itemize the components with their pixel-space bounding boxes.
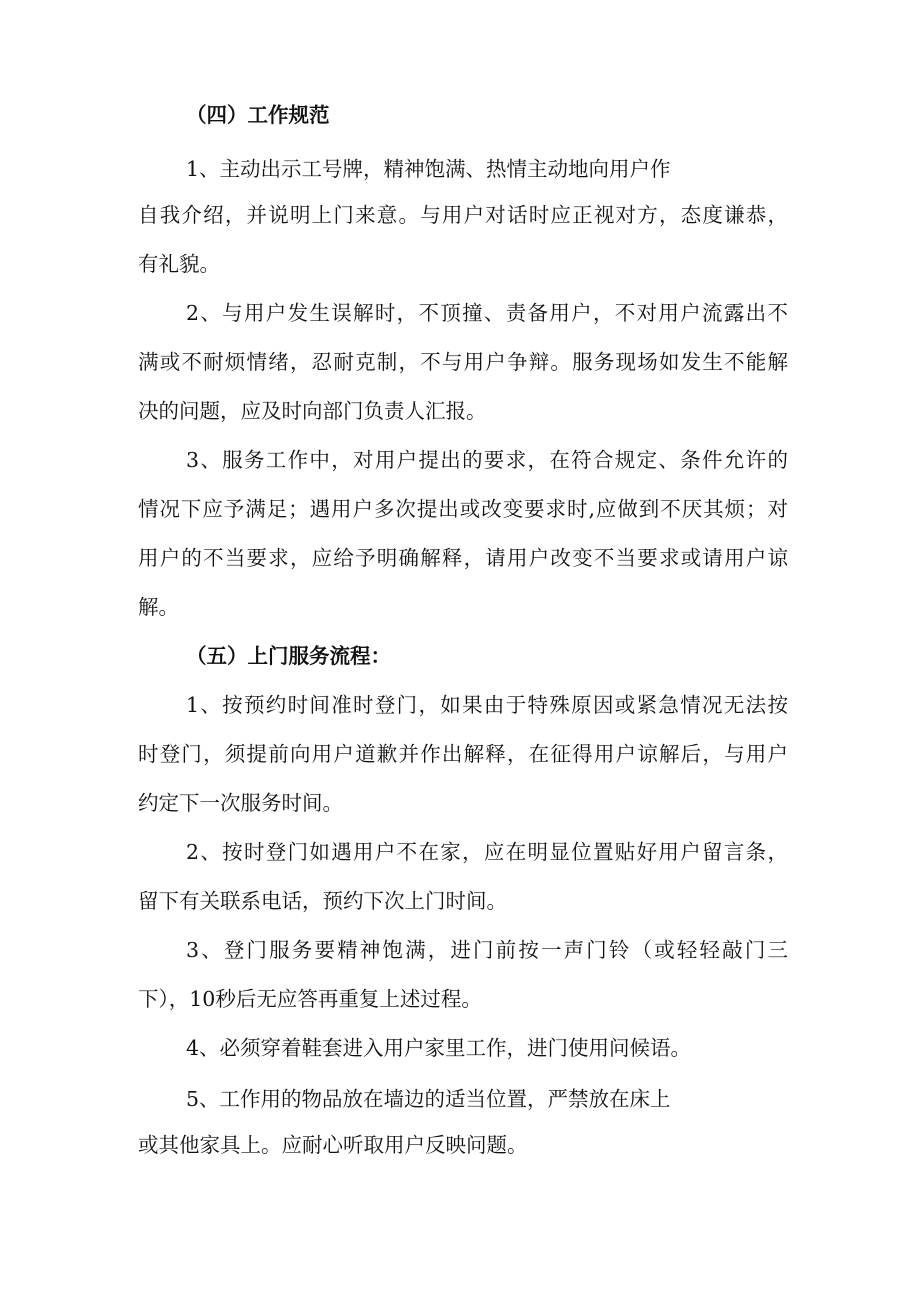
paragraph-line: 有礼貌。 (138, 252, 220, 276)
section-heading-work-standards: （四）工作规范 (186, 103, 330, 127)
paragraph-line: 3、登门服务要精神饱满，进门前按一声门铃（或轻轻敲门三 (186, 938, 788, 962)
paragraph-line: 解。 (138, 595, 179, 619)
paragraph-line: 下），10秒后无应答再重复上述过程。 (138, 987, 482, 1011)
paragraph-line: 2、与用户发生误解时，不顶撞、责备用户，不对用户流露出不 (186, 301, 788, 325)
paragraph-line: 决的问题，应及时向部门负责人汇报。 (138, 399, 487, 423)
paragraph-line: 自我介绍，并说明上门来意。与用户对话时应正视对方，态度谦恭， (138, 203, 788, 227)
paragraph-line: 时登门，须提前向用户道歉并作出解释，在征得用户谅解后，与用户 (138, 742, 788, 766)
paragraph-line: 用户的不当要求，应给予明确解释，请用户改变不当要求或请用户谅 (138, 546, 788, 570)
paragraph-line: 情况下应予满足；遇用户多次提出或改变要求时,应做到不厌其烦；对 (138, 497, 788, 521)
section-heading-door-service-process: （五）上门服务流程： (186, 644, 391, 668)
paragraph-line: 或其他家具上。应耐心听取用户反映问题。 (138, 1133, 528, 1157)
paragraph-line: 1、按预约时间准时登门，如果由于特殊原因或紧急情况无法按 (186, 693, 788, 717)
paragraph-line: 约定下一次服务时间。 (138, 791, 343, 815)
paragraph-line: 留下有关联系电话，预约下次上门时间。 (138, 889, 507, 913)
paragraph-line: 4、必须穿着鞋套进入用户家里工作，进门使用问候语。 (186, 1036, 692, 1060)
paragraph-line: 1、主动出示工号牌，精神饱满、热情主动地向用户作 (186, 157, 671, 181)
paragraph-line: 3、服务工作中，对用户提出的要求，在符合规定、条件允许的 (186, 448, 788, 472)
paragraph-line: 2、按时登门如遇用户不在家，应在明显位置贴好用户留言条， (186, 840, 788, 864)
paragraph-line: 满或不耐烦情绪，忍耐克制，不与用户争辩。服务现场如发生不能解 (138, 350, 788, 374)
paragraph-line: 5、工作用的物品放在墙边的适当位置，严禁放在床上 (186, 1087, 671, 1111)
